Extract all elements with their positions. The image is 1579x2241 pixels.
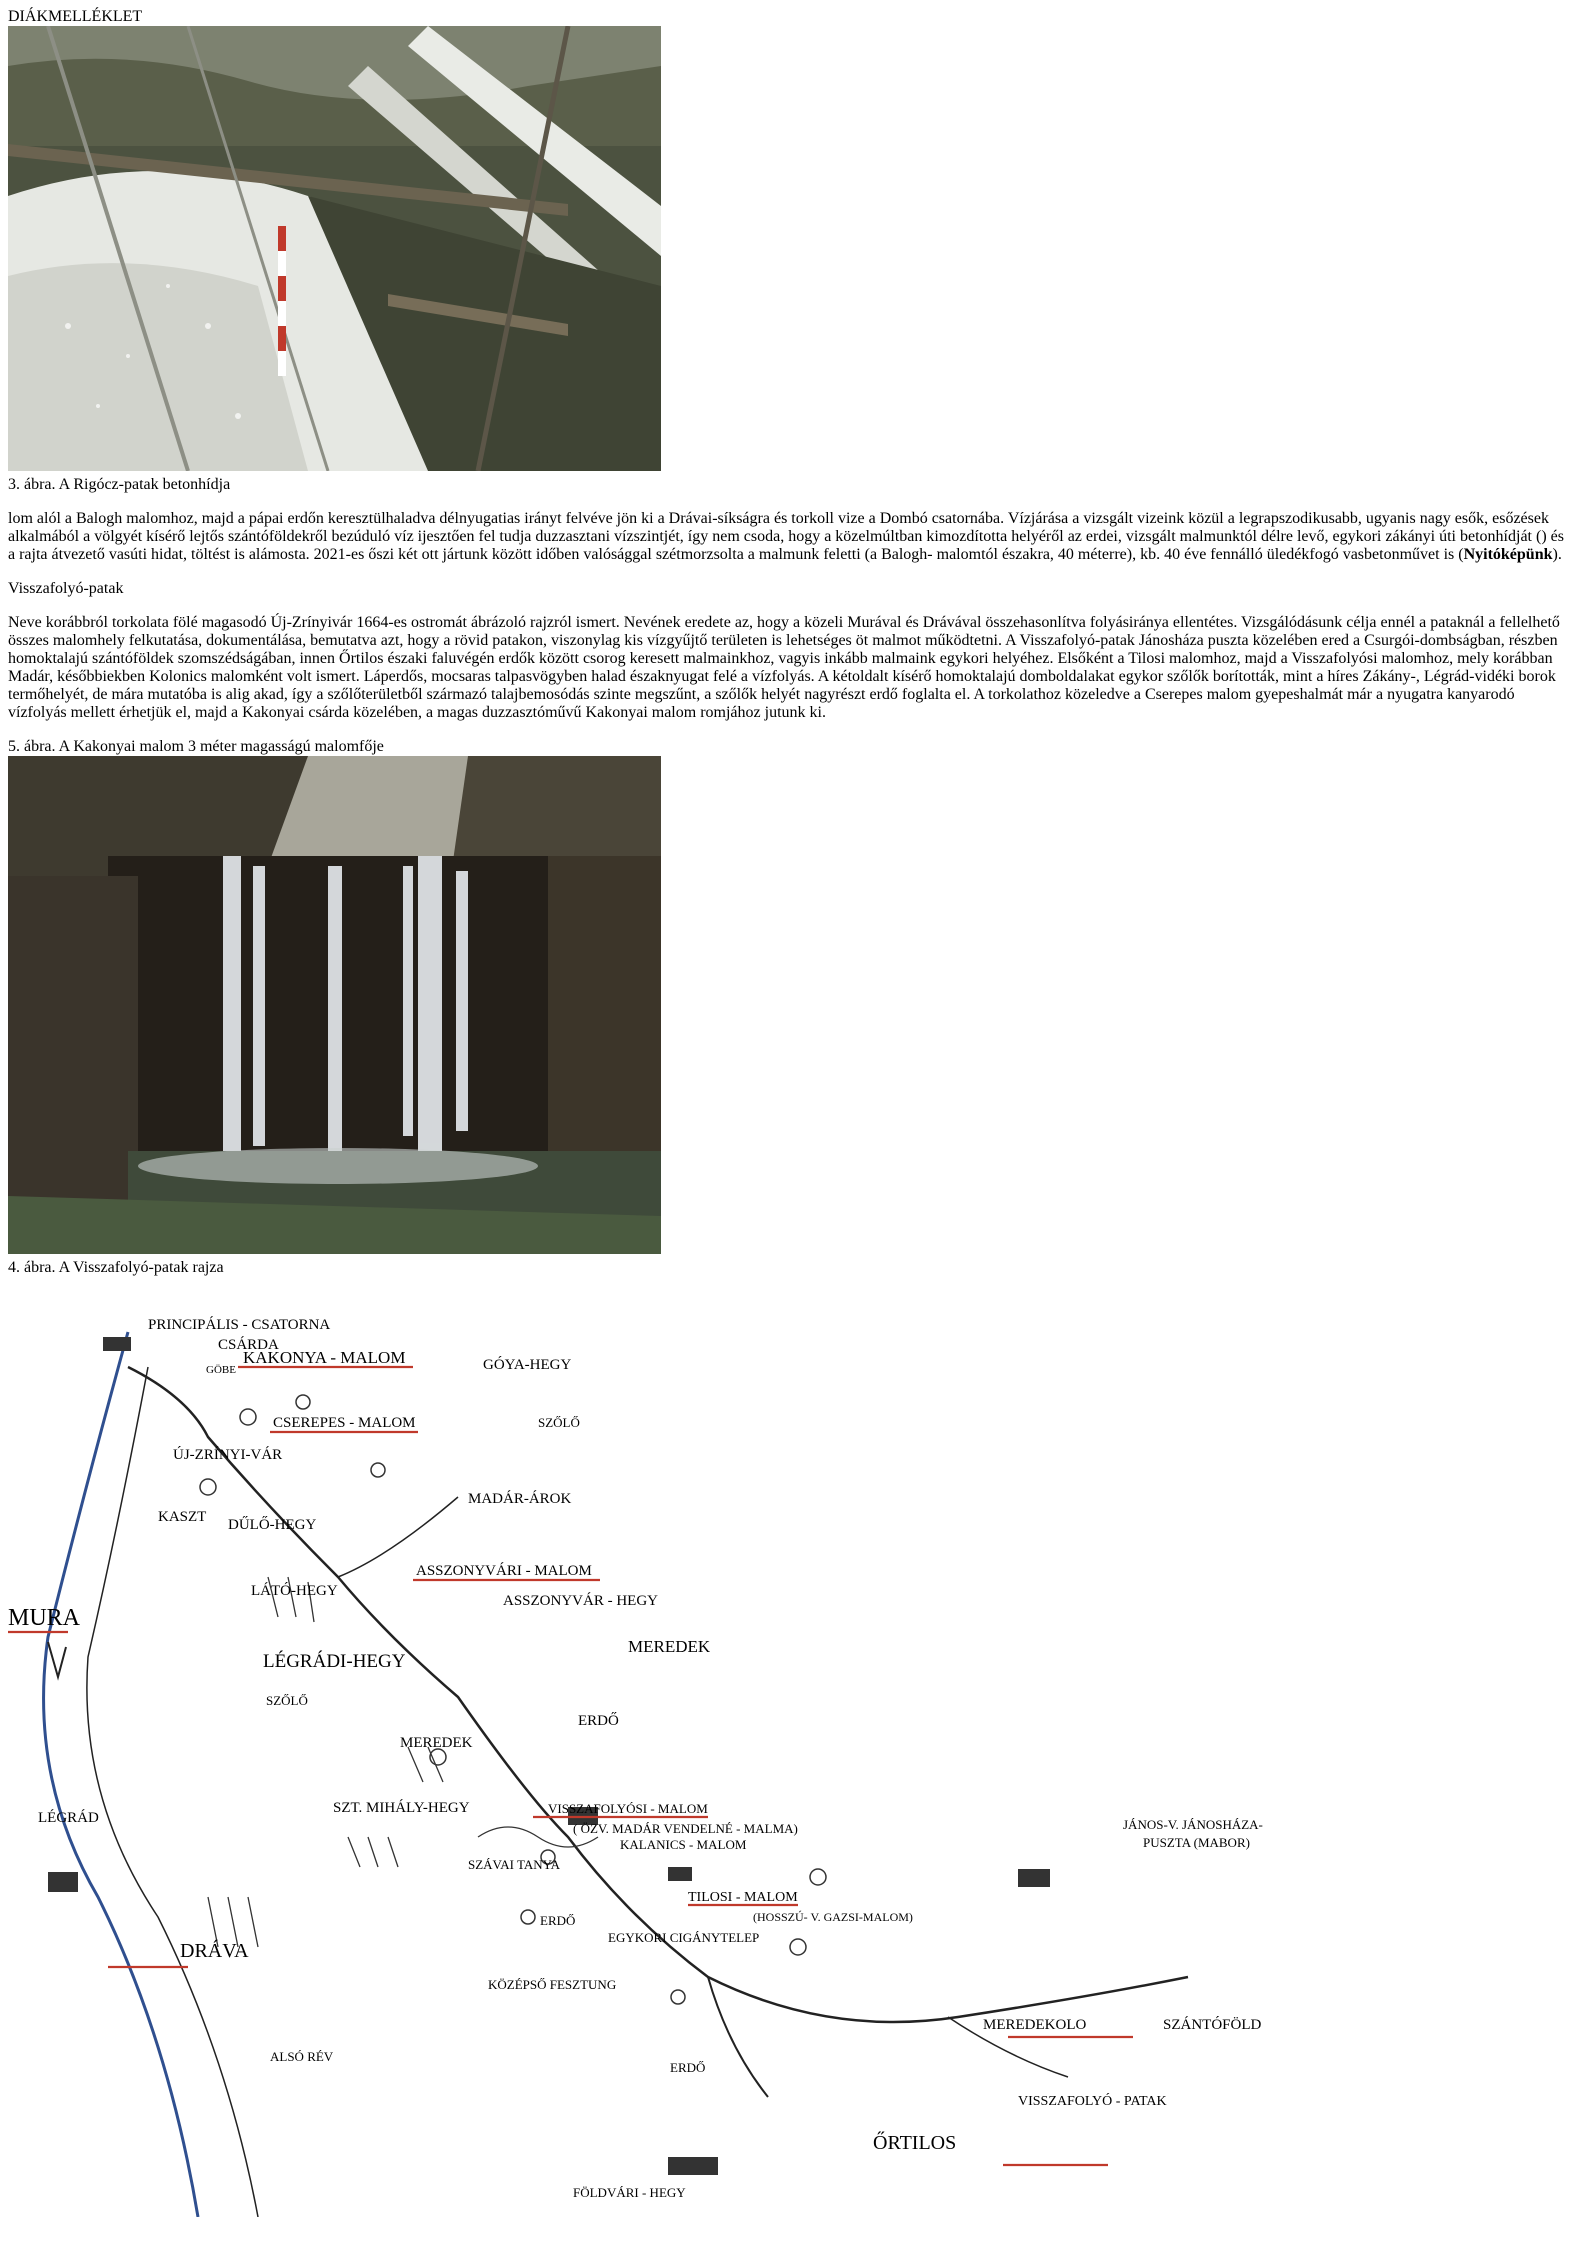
left-column-text [8,510,1571,564]
figure-4-caption-text: A Visszafolyó-patak rajza [58,1259,224,1276]
map-label-visszafolyosi: VISSZAFOLYÓSI - MALOM [548,1801,708,1816]
figure-5-photo [8,756,1571,1259]
map-label-drava: DRÁVA [180,1940,249,1962]
map-label-ozv-madar: ( ÖZV. MADÁR VENDELNÉ - MALMA) [573,1821,798,1836]
figure-4-map [8,1277,1338,2217]
map-label-meredek-2: MEREDEK [400,1735,473,1751]
map-label-puszta-mabor: PUSZTA (MABOR) [1143,1835,1250,1850]
map-label-szt-mihaly: SZT. MIHÁLY-HEGY [333,1800,470,1816]
map-label-meredek-1: MEREDEK [628,1637,711,1656]
article-title: Visszafolyó-patak [8,580,124,597]
map-label-kaszt: KASZT [158,1509,207,1525]
map-label-janos-v: JÁNOS-V. JÁNOSHÁZA- [1123,1817,1263,1832]
map-label-folyvari: FÖLDVÁRI - HEGY [573,2185,686,2200]
map-label-szantofold: SZÁNTÓFÖLD [1163,2017,1262,2033]
map-label-asszonyvari: ASSZONYVÁRI - MALOM [416,1563,592,1579]
map-label-mura: MURA [8,1605,81,1631]
map-label-gobe: GÖBE [206,1364,236,1376]
map-label-legradi-hegy: LÉGRÁDI-HEGY [263,1651,406,1672]
map-label-erdo-3: ERDŐ [670,2060,706,2075]
map-label-hosszu-v: (HOSSZÚ- V. GAZSI-MALOM) [753,1910,913,1924]
map-label-ortilos: ŐRTILOS [873,2132,957,2154]
map-label-asszonyvar-hegy: ASSZONYVÁR - HEGY [503,1593,659,1609]
map-label-erdo-1: ERDŐ [578,1713,619,1729]
figure-5-number: 5. ábra. [8,738,56,755]
map-label-meredekolo: MEREDEKOLO [983,2017,1087,2033]
map-label-egykori: EGYKORI CIGÁNYTELEP [608,1930,760,1945]
map-label-lato-hegy: LÁTÓ-HEGY [251,1583,338,1599]
figure-3-caption [8,476,1571,494]
section-tag: DIÁKMELLÉKLET [8,8,143,25]
figure-3-photo [8,26,1571,476]
map-label-principalis: PRINCIPÁLIS - CSATORNA [148,1317,331,1333]
map-label-erdo-2: ERDŐ [540,1913,576,1928]
map-label-kakonya: KAKONYA - MALOM [243,1348,406,1367]
figure-4-caption [8,1259,1571,1277]
map-label-alsorev: ALSÓ RÉV [270,2049,334,2064]
left-text-end: ). [1552,546,1562,563]
map-label-legrad: LÉGRÁD [38,1810,99,1826]
map-label-madar-arok: MADÁR-ÁROK [468,1491,572,1507]
figure-5-caption [8,738,1571,756]
map-label-cserepes: CSEREPES - MALOM [273,1415,416,1431]
figure-4-number: 4. ábra. [8,1259,56,1276]
map-label-visszafolyo-patak: VISSZAFOLYÓ - PATAK [1018,2094,1167,2109]
map-label-szolo-2: SZŐLŐ [266,1693,308,1708]
map-label-uj-zrinyivar: ÚJ-ZRÍNYI-VÁR [173,1447,283,1463]
map-label-szolo-1: SZŐLŐ [538,1415,580,1430]
left-text-bold: Nyitóképünk [1463,546,1553,563]
left-text-body: lom alól a Balogh malomhoz, majd a pápai erdőn keresztülhaladva délnyugatias irányt felvéve jön ki a Drávai-síkságra és torkoll vize a Dombó csatornába. Vízjárása a vizsgált vizeink közül a legrapszodikusabb, ugyanis nagy esők, esőzések alkalmából a völgyét kísérő lejtős szántóföldekről bezúduló víz ijesztően fel tudja duzzasztani vízszintjét, így nem csoda, hogy a közelmúltban kimozdította helyéről az erdei, vizsgált malmunktól délre levő, egykori zákányi úti betonhídját () és a rajta átvezető vasúti hidat, töltést is alámosta. 2021-es őszi két ott jártunk között időben valósággal szétmorzsolta a malmunk feletti (a Balogh- malomtól északra, 40 méterre), kb. 40 éve fennálló üledékfogó vasbetonművet is ( [8,510,1564,563]
right-column-text: Neve korábbról torkolata fölé magasodó Új-Zrínyivár 1664-es ostromát ábrázoló rajzról ismert. Nevének eredete az, hogy a közeli Murával és Drávával összehasonlítva folyásiránya ellentétes. Vizsgálódásunk célja ennél a pataknál a fellelhető összes malomhely felkutatása, dokumentálása, bemutatva azt, hogy a rövid patakon, viszonylag kis vízgyűjtő területen is lehetséges öt malmot működtetni. A Visszafolyó-patak Jánosháza puszta közelében ered a Csurgói-dombságban, részben homoktalajú szántóföldek szomszédságában, innen Őrtilos északi faluvégén erdők között csorog keresett malmainkhoz, vagyis inkább malmaink egykori helyéhez. Elsőként a Tilosi malomhoz, majd a Visszafolyósi malomhoz, mely korábban Madár, későbbiekben Kolonics malomként volt ismert. Láperdős, mocsaras talpasvögyben halad északnyugat felé a vízfolyás. A kétoldalt kísérő homoktalajú domboldalakat egykor szőlők borították, mint a híres Zákány-, Légrád-vidéki borok termőhelyét, de mára mutatóba is alig akad, így a szőlőterületből származó talajbemosódás szinte megszűnt, a szőlők helyét nagyrészt erdő foglalta el. A torkolathoz közeledve a Cserepes malom gyepeshalmát már a nyugatra kanyarodó vízfolyás mellett érhetjük el, majd a Kakonyai csárda közelében, a magas duzzasztóművű Kakonyai malom romjához jutunk ki. [8,614,1560,721]
figure-5-caption-text: A Kakonyai malom 3 méter magasságú malomfője [58,738,384,755]
map-label-kozepso: KÖZÉPSŐ FESZTUNG [488,1977,617,1992]
map-label-dulo-hegy: DŰLŐ-HEGY [228,1517,317,1533]
map-label-szavai-tanya: SZÁVAI TANYA [468,1857,561,1872]
map-label-tilosi: TILOSI - MALOM [688,1890,798,1905]
map-label-kalanics: KALANICS - MALOM [620,1837,747,1852]
map-label-csarda: CSÁRDA [218,1337,279,1353]
figure-3-caption-text: A Rigócz-patak betonhídja [58,476,231,493]
map-label-goya-hegy: GÓYA-HEGY [483,1357,572,1373]
figure-3-number: 3. ábra. [8,476,56,493]
